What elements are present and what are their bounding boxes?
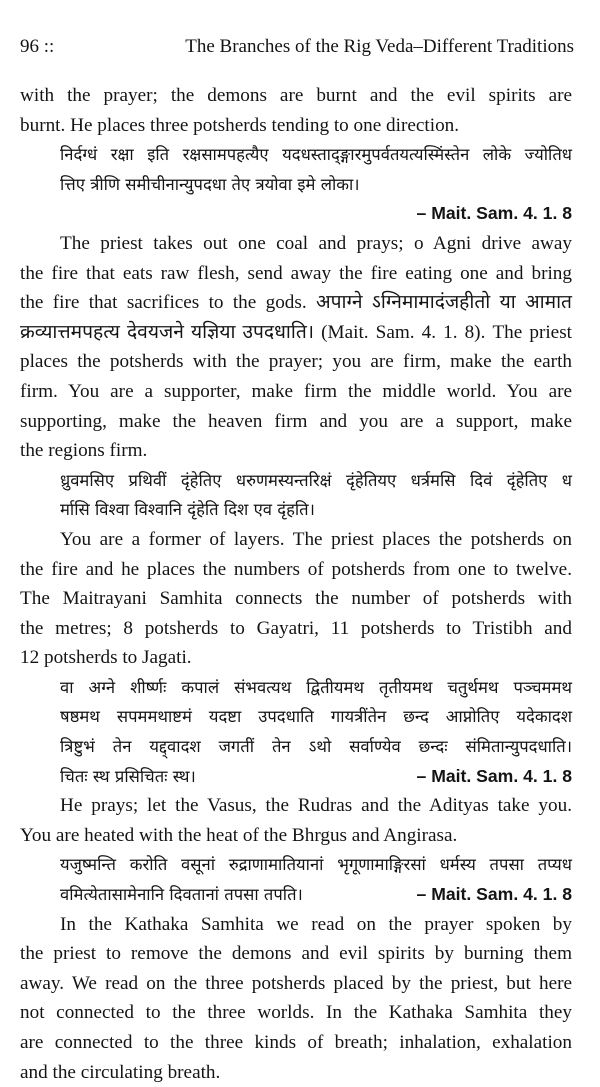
running-title: The Branches of the Rig Veda–Different Traditions — [185, 36, 574, 57]
text-line: are connected to the three kinds of breath; inhalation, exhalation — [20, 1032, 572, 1053]
sanskrit-line: षष्ठमथ सपममथाष्टमं यदष्टा उपदधाति गायत्रींतेन छन्द आप्नोतिए यदेकादश — [60, 707, 572, 727]
text-line: supporting, make the heaven firm and you are a support, make — [20, 410, 572, 432]
sanskrit-text: चितः स्थ प्रसिचितः स्थ। — [60, 766, 196, 786]
sanskrit-line — [20, 880, 572, 910]
page-header — [20, 34, 574, 60]
citation: – Mait. Sam. 4. 1. 8 — [416, 765, 572, 786]
text-line: the priest to remove the demons and evil spirits by burning them — [20, 943, 572, 965]
text-line: 12 potsherds to Jagati. — [20, 647, 192, 669]
text-line: the fire that sacrifices to the gods. अपाग्ने ऽग्निमामादंजहीतो या आमात — [20, 292, 572, 314]
text-line: The Maitrayani Samhita connects the number of potsherds with — [20, 588, 572, 610]
text-line: The priest takes out one coal and prays; o Agni drive away — [60, 232, 572, 254]
text-line: and the circulating breath. — [20, 1061, 221, 1083]
text-line: the fire and he places the numbers of potsherds from one to twelve. — [20, 558, 572, 580]
page-number: 96 :: — [20, 36, 55, 57]
sanskrit-line: वा अग्ने शीर्ष्णः कपालं संभवत्यथ द्वितीयमथ तृतीयमथ चतुर्थमथ पञ्चममथ — [60, 677, 572, 697]
sanskrit-line: निर्दग्धं रक्षा इति रक्षसामपहत्यैए यदधस्ताद्‌ङ्गारमुपर्वतयत्यस्मिंस्तेन लोके ज्योतिध — [60, 145, 572, 165]
text-line: You are heated with the heat of the Bhrgus and Angirasa. — [20, 824, 458, 846]
sanskrit-line: यजुष्मन्ति करोति वसूनां रुद्राणामातियानां भृगूणामाङ्गिरसां धर्मस्य तपसा तप्यध — [60, 855, 572, 875]
text-line: In the Kathaka Samhita we read on the prayer spoken by — [60, 913, 572, 935]
sanskrit-line: ध्रुवमसिए प्रथिवीं दृंहेतिए धरुणमस्यन्तरिक्षं दृंहेतियए धर्त्रमसि दिवं दृंहेतिए ध — [60, 470, 572, 490]
text-line: the fire that eats raw flesh, send away the fire eating one and bring — [20, 262, 572, 284]
text-line: not connected to the three worlds. In the Kathaka Samhita they — [20, 1002, 572, 1024]
sanskrit-line — [20, 762, 572, 792]
citation: – Mait. Sam. 4. 1. 8 — [416, 203, 572, 224]
sanskrit-line: र्मासि विश्वा विश्वानि दृंहेति दिश एव दृंहति। — [60, 500, 315, 520]
sanskrit-line: त्रिष्टुभं तेन यद्द्वादश जगतीं तेन ऽथो सर्वाण्येव छन्दः संमितान्युपदधाति। — [60, 737, 572, 757]
text-line: with the prayer; the demons are burnt and the evil spirits are — [20, 85, 572, 106]
page-body — [20, 81, 572, 1087]
sanskrit-line: त्तिए त्रीणि समीचीनान्युपदधा तेए त्रयोवा इमे लोका। — [60, 174, 360, 194]
text-line: firm. You are a supporter, make firm the middle world. You are — [20, 380, 572, 402]
text-line: He prays; let the Vasus, the Rudras and the Adityas take you. — [60, 795, 572, 817]
text-line: places the potsherds with the prayer; you are firm, make the earth — [20, 351, 572, 373]
text-line: away. We read on the three potsherds placed by the priest, but here — [20, 972, 572, 994]
text-line: the metres; 8 potsherds to Gayatri, 11 potsherds to Tristibh and — [20, 617, 572, 639]
sanskrit-text: वमित्येतासामेनानि दिवतानां तपसा तपति। — [60, 885, 303, 905]
text-line: burnt. He places three potsherds tending to one direction. — [20, 114, 460, 136]
citation-line — [20, 199, 572, 229]
text-line: the regions firm. — [20, 440, 148, 462]
citation: – Mait. Sam. 4. 1. 8 — [416, 884, 572, 905]
text-line: You are a former of layers. The priest places the potsherds on — [60, 528, 572, 550]
text-line: क्रव्यात्तमपहत्य देवयजने यज्ञिया उपदधाति। (Mait. Sam. 4. 1. 8). The priest — [20, 321, 572, 343]
